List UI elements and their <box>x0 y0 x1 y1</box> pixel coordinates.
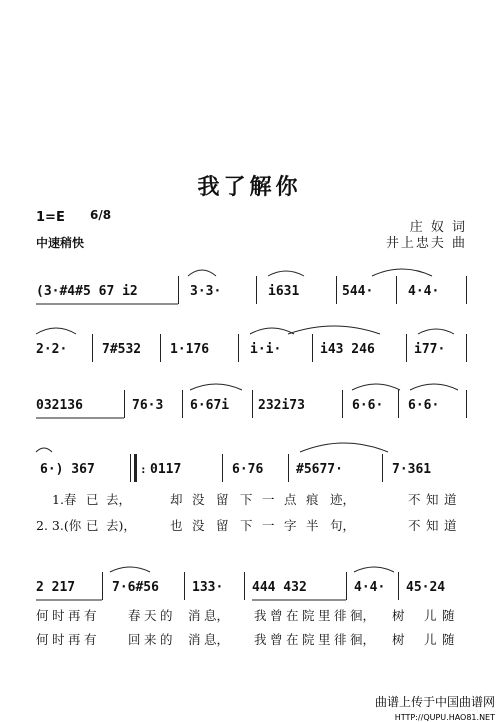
lyric-syllable: 一 <box>262 518 275 533</box>
lyric-syllable: 不 <box>408 518 421 533</box>
barline <box>396 276 397 304</box>
measure: 032136 <box>36 397 83 413</box>
lyric-syllable: 院 <box>302 632 315 647</box>
barline <box>398 572 399 600</box>
lyric-syllable: 在 <box>286 608 299 623</box>
lyric-syllable: 徊， <box>350 608 376 623</box>
repeat-barline-thick <box>134 454 137 482</box>
barline <box>252 390 253 418</box>
measure: 444 432 <box>252 579 307 595</box>
barline <box>346 572 347 600</box>
lyric-syllable: 已 <box>86 518 99 533</box>
barline <box>466 276 467 304</box>
lyric-syllable: 句， <box>330 518 356 533</box>
tie-mark <box>268 271 304 276</box>
key-signature: 1=E <box>36 210 65 225</box>
measure: 45·24 <box>406 579 446 595</box>
tie-mark <box>288 326 380 334</box>
lyric-syllable: 里 <box>318 632 331 647</box>
lyric-syllable: 院 <box>302 608 315 623</box>
song-title: 我了解你 <box>197 174 302 200</box>
measure: 7·6#56 <box>112 579 159 595</box>
lyrics-row-4 <box>36 630 471 648</box>
lyric-syllable: 徘 <box>334 608 347 623</box>
lyric-syllable: 息， <box>204 608 230 623</box>
barline <box>102 572 103 600</box>
staff-row-5 <box>36 576 471 598</box>
measure: i77· <box>414 341 446 357</box>
lyrics-row-3 <box>36 606 471 624</box>
measure: i·i· <box>250 341 282 357</box>
lyric-syllable: 时 <box>52 632 65 647</box>
lyric-syllable: 息， <box>204 632 230 647</box>
tie-mark <box>418 329 454 334</box>
barline <box>124 390 125 418</box>
lyric-syllable: 儿 <box>424 632 437 647</box>
barline <box>288 454 289 482</box>
lyric-syllable: 留 <box>216 518 229 533</box>
tie-mark <box>110 567 150 572</box>
lyric-syllable: 已 <box>86 492 99 507</box>
lyric-syllable: 没 <box>192 518 205 533</box>
barline <box>222 454 223 482</box>
lyric-syllable: 有 <box>84 632 97 647</box>
tie-mark <box>410 384 458 390</box>
lyric-syllable: 也 <box>170 518 183 533</box>
staff-row-3 <box>36 394 471 416</box>
lyric-syllable: 迹， <box>330 492 356 507</box>
lyric-syllable: 消 <box>188 632 201 647</box>
tie-mark <box>36 328 76 334</box>
barline <box>336 276 337 304</box>
lyricist-credit: 庄 奴 词 <box>409 220 467 235</box>
lyric-syllable: 曾 <box>270 608 283 623</box>
lyric-syllable: 来 <box>144 632 157 647</box>
measure: 7#532 <box>102 341 142 357</box>
barline <box>92 334 93 362</box>
lyric-syllable: 儿 <box>424 608 437 623</box>
staff-row-1 <box>36 280 471 302</box>
lyric-syllable: 里 <box>318 608 331 623</box>
lyric-syllable: 时 <box>52 608 65 623</box>
measure: 2·2· <box>36 341 68 357</box>
lyric-syllable: 一 <box>262 492 275 507</box>
measure: 1·176 <box>170 341 210 357</box>
lyric-syllable: 随 <box>442 608 455 623</box>
lyric-syllable: 知 <box>426 518 439 533</box>
footer-url-label: HTTP://QUPU.HAO81.NET <box>394 713 495 722</box>
tie-mark <box>188 270 216 276</box>
lyric-syllable: 何 <box>36 608 49 623</box>
lyric-syllable: 点 <box>284 492 297 507</box>
barline <box>244 572 245 600</box>
barline <box>312 334 313 362</box>
measure: 6·) 367 <box>40 461 95 477</box>
barline <box>466 390 467 418</box>
measure: 6·67i <box>190 397 230 413</box>
lyric-syllable: 消 <box>188 608 201 623</box>
lyric-syllable: 徊， <box>350 632 376 647</box>
tempo-marking: 中速稍快 <box>36 236 85 250</box>
measure: 2 217 <box>36 579 76 595</box>
tie-mark <box>372 269 432 276</box>
lyric-syllable: 树 <box>392 608 405 623</box>
lyric-syllable: 随 <box>442 632 455 647</box>
lyric-syllable: 1.春 <box>52 492 77 507</box>
tie-mark <box>352 384 400 390</box>
composer-credit: 井上忠夫 曲 <box>385 236 467 251</box>
tie-mark <box>36 448 52 452</box>
measure: #5677· <box>296 461 343 477</box>
measure: 133· <box>192 579 224 595</box>
lyric-syllable: 我 <box>254 608 267 623</box>
measure: 232i73 <box>258 397 305 413</box>
lyric-syllable: 再 <box>68 608 81 623</box>
time-signature: 6/8 <box>90 208 112 222</box>
barline <box>406 334 407 362</box>
lyric-syllable: 春 <box>128 608 141 623</box>
lyric-syllable: 2. 3.(你 <box>36 518 82 533</box>
barline <box>466 334 467 362</box>
barline <box>160 334 161 362</box>
lyric-syllable: 回 <box>128 632 141 647</box>
tie-mark <box>190 384 242 390</box>
measure: 76·3 <box>132 397 164 413</box>
lyrics-row-2 <box>36 516 471 534</box>
measure: 4·4· <box>408 283 440 299</box>
lyric-syllable: 徘 <box>334 632 347 647</box>
tie-mark <box>300 443 388 452</box>
barline <box>256 276 257 304</box>
tie-mark <box>250 328 294 334</box>
lyric-syllable: 再 <box>68 632 81 647</box>
lyric-syllable: 有 <box>84 608 97 623</box>
lyric-syllable: 在 <box>286 632 299 647</box>
barline <box>182 390 183 418</box>
lyric-syllable: 去)， <box>106 518 136 533</box>
tie-mark <box>354 567 394 572</box>
lyric-syllable: 字 <box>284 518 297 533</box>
barline <box>178 276 179 304</box>
lyric-syllable: 曾 <box>270 632 283 647</box>
lyric-syllable: 痕 <box>306 492 319 507</box>
lyric-syllable: 却 <box>170 492 183 507</box>
measure: 0117 <box>150 461 182 477</box>
repeat-dots: : <box>140 462 147 476</box>
measure: 3·3· <box>190 283 222 299</box>
lyric-syllable: 留 <box>216 492 229 507</box>
lyric-syllable: 去， <box>106 492 132 507</box>
repeat-barline <box>130 454 131 482</box>
measure: i43 246 <box>320 341 375 357</box>
lyric-syllable: 下 <box>240 492 253 507</box>
measure: 6·6· <box>352 397 384 413</box>
barline <box>238 334 239 362</box>
lyrics-row-1 <box>36 490 471 508</box>
barline <box>382 454 383 482</box>
measure: 6·76 <box>232 461 264 477</box>
lyric-syllable: 不 <box>408 492 421 507</box>
lyric-syllable: 知 <box>426 492 439 507</box>
measure: (3·#4#5 67 i2 <box>36 283 138 299</box>
lyric-syllable: 道 <box>444 492 457 507</box>
lyric-syllable: 天 <box>144 608 157 623</box>
lyric-syllable: 半 <box>306 518 319 533</box>
measure: i631 <box>268 283 300 299</box>
lyric-syllable: 何 <box>36 632 49 647</box>
measure: 7·361 <box>392 461 432 477</box>
barline <box>184 572 185 600</box>
lyric-syllable: 我 <box>254 632 267 647</box>
staff-row-4 <box>36 458 471 480</box>
lyric-syllable: 的 <box>160 608 173 623</box>
lyric-syllable: 道 <box>444 518 457 533</box>
footer-site-label: 曲谱上传于中国曲谱网 <box>374 695 495 709</box>
barline <box>342 390 343 418</box>
barline <box>398 390 399 418</box>
lyric-syllable: 没 <box>192 492 205 507</box>
lyric-syllable: 的 <box>160 632 173 647</box>
measure: 544· <box>342 283 374 299</box>
lyric-syllable: 树 <box>392 632 405 647</box>
measure: 6·6· <box>408 397 440 413</box>
staff-row-2 <box>36 338 471 360</box>
lyric-syllable: 下 <box>240 518 253 533</box>
measure: 4·4· <box>354 579 386 595</box>
